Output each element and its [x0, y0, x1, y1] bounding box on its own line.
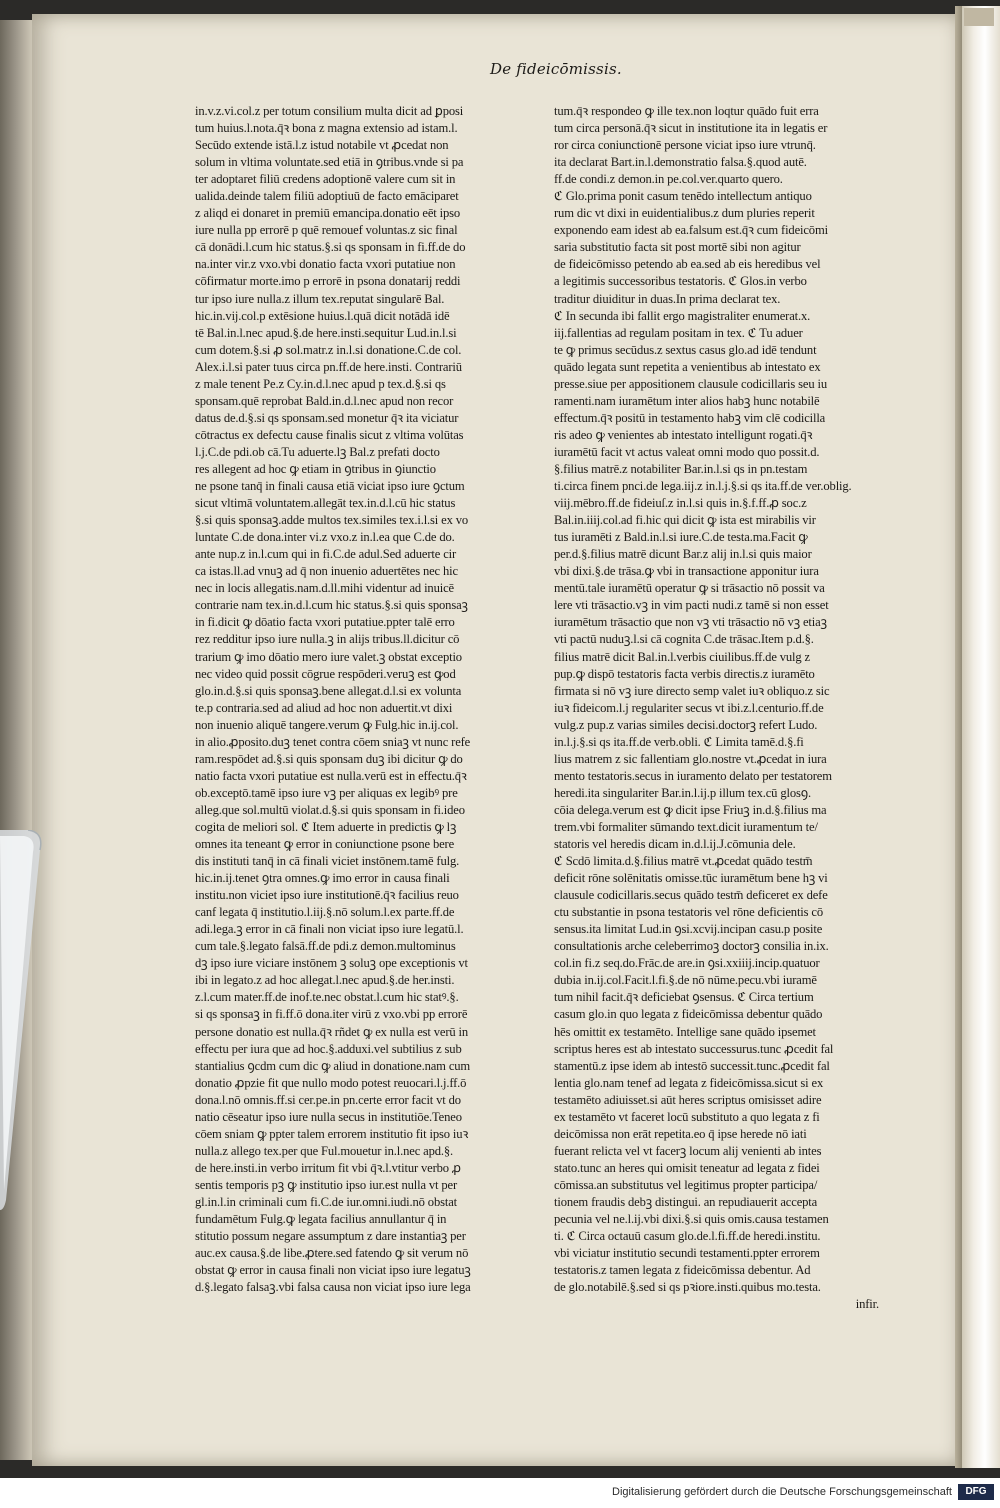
text-line: l.j.C.de pdi.ob cā.Tu aduerte.lꝫ Bal.z prefati docto [195, 444, 440, 459]
text-line: lere vti trāsactio.vꝫ in vim pacti nudi.z tamē si non esset [554, 598, 829, 613]
text-line: trem.vbi formaliter sūmando text.dicit iuramentum te/ [554, 819, 818, 834]
text-line: cum tale.§.legato falsā.ff.de pdi.z demon.multominus [195, 939, 456, 954]
text-line: sponsam.quē reprobat Bald.in.d.l.nec apud non recor [195, 393, 454, 408]
text-line: stitutio possum negare assumptum z dare instantiaꝫ per [195, 1229, 466, 1244]
text-line: Bal.in.iiij.col.ad fi.hic qui dicit ꝙ ista est mirabilis vir [554, 513, 816, 528]
text-line: iure nulla pp errorē p quē remouef voluntas.z sic final [195, 223, 458, 238]
text-line: filius matrē dicit Bal.in.l.verbis ciuilibus.ff.de vulg z [554, 649, 810, 664]
text-line: trarium ꝙ imo dōatio mero iure valet.ꝫ obstat exceptio [195, 649, 462, 664]
text-line: ita declarat Bart.in.l.demonstratio falsa.§.quod autē. [554, 155, 807, 170]
text-line: ris adeo ꝙ venientes ab intestato intelligunt rogati.q̄ꝛ [554, 427, 813, 442]
text-line: Secūdo extende istā.l.z istud notabile vt ꝓcedat non [195, 138, 449, 153]
text-line: iuꝛ fideicom.l.j regulariter secus vt ibi.z.l.centurio.ff.de [554, 700, 824, 715]
text-line: ualida.deinde talem filiū adoptiuū de facto emāciparet [195, 189, 459, 204]
text-line: de here.insti.in verbo irritum fit vbi q̄ꝛ.l.vtitur verbo ꝓ [195, 1160, 461, 1175]
text-line: nulla.z allego tex.per que Ful.mouetur in.l.nec apd.§. [195, 1143, 454, 1158]
text-line: viij.mēbro.ff.de fideiuſ.z in.l.si quis in.§.f.ff.ꝓ soc.z [554, 496, 807, 511]
text-line: ram.respōdet ad.§.si quis sponsam duꝫ ibi dicitur ꝙ do [195, 751, 463, 766]
text-line: testamēto adiuisset.si aūt heres scriptus omisisset adire [554, 1092, 822, 1107]
text-line: rez redditur ipso iure nulla.ꝫ in alijs tribus.ll.dicitur cō [195, 632, 460, 647]
text-line: statoris vel heredis dicam in.d.l.ij.J.cōmunia dele. [554, 837, 796, 852]
text-line: persone donatio est nulla.q̄ꝛ rñdet ꝙ ex nulla est verū in [195, 1024, 469, 1039]
text-line: tum.q̄ꝛ respondeo ꝙ ille tex.non loqtur quādo fuit erra [554, 104, 819, 118]
text-line: ca istas.ll.ad vnuꝫ ad q̄ non inuenio aduertētes nec hic [195, 564, 458, 579]
text-line: tum circa personā.q̄ꝛ sicut in institutione ita in legatis er [554, 121, 828, 136]
footer-bar [0, 1478, 1000, 1508]
text-line: stantialius ꝯcdm cum dic ꝙ aliud in donatione.nam cum [195, 1058, 471, 1073]
text-line: canf legata q̄ institutio.l.iij.§.nō solum.l.ex parte.ff.de [195, 905, 455, 920]
text-line: Alex.i.l.si pater tuus circa pn.ff.de here.insti. Contrariū [195, 359, 462, 374]
text-line: ramenti.nam iuramētum inter alios habꝫ hunc notabilē [554, 393, 820, 408]
text-line: ante nup.z in.l.cum qui in fi.C.de adul.Sed aduerte cir [195, 547, 457, 562]
text-line: tum nihil facit.q̄ꝛ deficiebat ꝯsensus. ℭ Circa tertium [554, 990, 814, 1005]
text-line: nec in locis allegatis.nam.d.ll.mihi videntur ad inuicē [195, 581, 454, 596]
text-line: ror circa coniunctionē persone viciat ipso iure vtrunq̄. [554, 138, 816, 153]
text-line: vti pactū nuduꝫ.l.si cā cognita C.de trāsac.Item p.d.§. [554, 632, 814, 647]
text-line: dis instituti tanq̄ in cā finali viciet instōnem.tamē fulg. [195, 854, 460, 869]
text-line: tum huius.l.nota.q̄ꝛ bona z magna extensio ad istam.l. [195, 121, 458, 136]
text-line: vbi dixi.§.de trāsa.ꝙ vbi in transactione apponitur iura [554, 564, 819, 579]
text-line: cā donādi.l.cum hic status.§.si qs sponsam in fi.ff.de do [195, 240, 466, 255]
text-line: iuramētum trāsactio que non vꝫ vti trāsactio nō vꝫ etiaꝫ [554, 615, 827, 630]
text-line: hic.in.ij.tenet ꝯtra omnes.ꝙ imo error in causa finali [195, 871, 450, 886]
text-line: lius matrem z sic fallentiam glo.nostre vt.ꝓcedat in iura [554, 751, 827, 766]
text-line: natio cēseatur ipso iure nulla secus in institutiōe.Teneo [195, 1109, 462, 1124]
text-line: tē Bal.in.l.nec apud.§.de here.insti.sequitur Lud.in.l.si [195, 325, 457, 340]
text-line: in.v.z.vi.col.z per totum consilium multa dicit ad ꝑposi [195, 104, 464, 118]
text-line: si qs sponsaꝫ in fi.ff.ō dona.iter virū z vxo.vbi pp errorē [195, 1007, 468, 1022]
text-line: cōtractus ex defectu cause finalis sicut z vltima volūtas [195, 427, 464, 442]
text-line: auc.ex causa.§.de libe.ꝓtere.sed fatendo ꝙ sit verum nō [195, 1246, 469, 1261]
text-line: hēs omittit ex testamēto. Intellige sane quādo ipsemet [554, 1024, 816, 1039]
text-line: lentia glo.nam tenef ad legata z fideicōmissa.sicut si ex [554, 1075, 824, 1090]
text-line: dona.l.nō omnis.ff.si cer.pe.in pn.certe error facit vt do [195, 1092, 461, 1107]
text-line: sentis temporis pꝫ ꝙ institutio ipso iur.est nulla vt per [195, 1177, 458, 1192]
text-line: consultationis arche celeberrimoꝫ doctorꝫ consilia in.ix. [554, 939, 829, 954]
text-line: gl.in.l.in criminali cum fi.C.de iur.omni.iudi.nō obstat [195, 1195, 457, 1209]
page-tab [964, 8, 994, 26]
text-line: fuerant relicta vel vt facerꝫ locum alij venienti ab intes [554, 1143, 822, 1158]
text-line: obstat ꝙ error in causa finali non viciat ipso iure legatuꝫ [195, 1263, 471, 1278]
text-line: stato.tunc an heres qui omisit teneatur ad legata z fidei [554, 1160, 820, 1175]
text-line: in.l.j.§.si qs ita.ff.de verb.obli. ℭ Limita tamē.d.§.fi [554, 734, 804, 749]
text-line: non inuenio aliquē tangere.verum ꝙ Fulg.hic in.ij.col. [195, 717, 459, 732]
text-line: cōmissa.an substitutus vel legitimus propter participa/ [554, 1177, 818, 1192]
text-line: testatoris.z tamen legata z fideicōmissa debentur. Ad [554, 1263, 811, 1278]
text-line: institu.non viciet ipso iure institutionē.q̄ꝛ facilius reuo [195, 888, 459, 903]
text-line: rum dic vt dixi in euidentialibus.z dum pluries reperit [554, 206, 815, 221]
text-line: effectum.q̄ꝛ positū in testamento habꝫ vim clē codicilla [554, 410, 826, 425]
text-line: ibi in legato.z ad hoc allegat.l.nec apud.§.de her.insti. [195, 973, 455, 988]
text-line: donatio ꝓpzie fit que nullo modo potest reuocari.l.j.ff.ō [195, 1075, 467, 1090]
text-line: cōia delega.verum est ꝙ dicit ipse Friuꝫ in.d.§.filius ma [554, 802, 827, 817]
text-line: infir. [855, 1297, 879, 1312]
text-line: exponendo eam idest ab ea.falsum est.q̄ꝛ cum fideicōmi [554, 223, 828, 238]
text-line: ex testamēto vt faceret locū substituto a quo legata z fi [554, 1109, 820, 1124]
text-line: clausule codicillaris.secus quādo testm̄ deficeret ex defe [554, 888, 828, 903]
text-line: ob.exceptō.tamē ipso iure vꝫ per aliquas ex legibꝰ pre [195, 785, 458, 800]
text-line: ff.de condi.z demon.in pe.col.ver.quarto quero. [554, 172, 783, 187]
text-line: ℭ Scdō limita.d.§.filius matrē vt.ꝓcedat quādo testm̄ [554, 854, 813, 869]
book-right-edge [962, 6, 1000, 1468]
text-line: mento testatoris.secus in iuramento delato per testatorem [554, 768, 832, 783]
text-line: pecunia vel ne.l.ij.vbi dixi.§.si quis omis.causa testamen [554, 1212, 829, 1227]
text-line: scriptus heres est ab intestato successurus.tunc ꝓcedit fal [554, 1041, 834, 1056]
text-line: datus de.d.§.si qs sponsam.sed monetur q̄ꝛ ita viciatur [195, 410, 459, 425]
right-text-column [554, 103, 899, 1313]
text-line: traditur diuiditur in duas.In prima declarat tex. [554, 291, 781, 306]
text-line: ℭ In secunda ibi fallit ergo magistraliter enumerat.x. [554, 308, 811, 323]
text-line: de glo.notabilē.§.sed si qs pꝛiore.insti.quibus mo.testa. [554, 1280, 821, 1295]
text-line: cōfirmatur morte.imo p errorē in psona donatarij reddi [195, 274, 461, 289]
text-line: quādo legata sunt repetita a venientibus ab intestato ex [554, 359, 821, 374]
text-line: effectu per iura que ad hoc.§.adduxi.vel subtilius z sub [195, 1041, 462, 1056]
text-line: dubia in.ij.col.Facit.l.fi.§.de nō nūme.pecu.vbi iuramē [554, 973, 817, 988]
text-line: te ꝙ primus secūdus.z sextus casus glo.ad idē tendunt [554, 342, 817, 357]
footer-credit: Digitalisierung gefördert durch die Deutsche Forschungsgemeinschaft [612, 1486, 952, 1498]
text-line: ti. ℭ Circa octauū casum glo.de.l.fi.ff.de heredi.institu. [554, 1229, 821, 1244]
text-line: iuramētū facit vt actus valeat omni modo quo possit.d. [554, 444, 820, 459]
text-line: glo.in.d.§.si quis sponsaꝫ.bene allegat.d.l.si ex volunta [195, 683, 462, 698]
dfg-logo: DFG [958, 1484, 994, 1500]
text-line: omnes ita teneant ꝙ error in coniunctione psone bere [195, 837, 455, 852]
text-line: tionem fraudis debꝫ distingui. an repudiauerit accepta [554, 1195, 818, 1209]
text-line: z male tenent Pe.z Cy.in.d.l.nec apud p tex.d.§.si qs [195, 376, 446, 391]
text-line: vbi viciatur institutio secundi testamenti.ppter errorem [554, 1246, 820, 1261]
text-line: natio facta vxori putatiue est nulla.verū est in effectu.q̄ꝛ [195, 768, 467, 783]
text-line: luntate C.de dona.inter vi.z vxo.z in.l.ea que C.de do. [195, 530, 455, 545]
text-line: per.d.§.filius matrē dicunt Bar.z alij in.l.si quis maior [554, 547, 812, 562]
text-line: §.filius matrē.z notabiliter Bar.in.l.si qs in pn.testam [554, 461, 808, 476]
text-line: nec video quid possit cōgrue respōderi.veruꝫ est ꝙod [195, 666, 456, 681]
text-line: adi.lega.ꝫ error in cā finali non viciat ipso iure legatū.l. [195, 922, 464, 937]
text-line: iij.fallentias ad regulam positam in tex. ℭ Tu aduer [554, 325, 803, 340]
text-line: vulg.z pup.z varias similes decisi.doctorꝫ refert Ludo. [554, 717, 818, 732]
text-line: dꝫ ipso iure viciare instōnem ꝫ soluꝫ ope exceptionis vt [195, 956, 468, 971]
text-line: solum in vltima voluntate.sed etiā in ꝯtribus.vnde si pa [195, 155, 464, 170]
text-line: heredi.ita singulariter Bar.in.l.ij.p illum tex.cū glosꝯ. [554, 785, 811, 800]
text-line: saria substitutio facta sit post mortē sibi non agitur [554, 240, 801, 255]
text-line: a legitimis successoribus testatoris. ℭ Glos.in verbo [554, 274, 807, 289]
text-line: deficit rōne solēnitatis omisse.tūc iuramētum bene hꝫ vi [554, 871, 828, 886]
left-text-column [195, 103, 550, 1296]
text-line: deicōmissa non erāt repetita.eo q̄ ipse herede nō iati [554, 1126, 807, 1141]
text-line: mentū.tale iuramētū operatur ꝙ si trāsactio nō possit va [554, 581, 825, 596]
text-line: tur ipso iure nulla.z illum tex.reputat singularē Bal. [195, 291, 445, 306]
text-line: ne psone tanq̄ in finali causa etiā viciat ipso iure ꝯctum [195, 479, 465, 494]
text-line: casum glo.in quo legata z fideicōmissa debentur quādo [554, 1007, 823, 1022]
text-line: col.in fi.z seq.do.Frāc.de are.in ꝯsi.xxiiij.incip.quatuor [554, 956, 820, 971]
text-line: sicut vltimā voluntatem.allegāt tex.in.d.l.cū hic status [195, 496, 456, 511]
text-line: firmata si nō vꝫ iure directo semp valet iuꝛ obliquo.z sic [554, 683, 830, 698]
text-line: te.p contraria.sed ad aliud ad hoc non aduertit.vt dixi [195, 700, 453, 715]
text-line: §.si quis sponsaꝫ.adde multos tex.similes tex.i.l.si ex vo [195, 513, 469, 528]
text-line: d.§.legato falsaꝫ.vbi falsa causa non viciat ipso iure lega [195, 1280, 471, 1295]
text-line: de fideicōmisso petendo ab ea.sed ab eis heredibus vel [554, 257, 821, 272]
text-line: z.l.cum mater.ff.de inof.te.nec obstat.l.cum hic statꝰ.§. [195, 990, 459, 1005]
text-line: res allegent ad hoc ꝙ etiam in ꝯtribus in ꝯiunctio [195, 461, 436, 476]
text-line: in fi.dicit ꝙ dōatio facta vxori putatiue.ppter talē erro [195, 615, 455, 630]
text-line: hic.in.vij.col.p extēsione huius.l.quā dicit notādā idē [195, 308, 450, 323]
page-clip-icon [0, 830, 46, 1210]
text-line: ti.circa finem pnci.de lega.iij.z in.l.j.§.si qs ita.ff.de ver.oblig. [554, 479, 852, 494]
text-line: stamentū.z ipse idem ab intestō successit.tunc.ꝓcedit fal [554, 1058, 830, 1073]
text-line: ter adoptaret filiū credens adoptionē valere cum sit in [195, 172, 456, 187]
text-line: presse.siue per appositionem clausule codicillaris seu iu [554, 376, 827, 391]
text-line: pup.ꝙ dispō testatoris facta verbis directis.z iuramēto [554, 666, 815, 681]
text-line: fundamētum Fulg.ꝙ legata facilius annullantur q̄ in [195, 1212, 447, 1227]
text-line: z aliqd ei donaret in premiū emancipa.donatio eēt ipso [195, 206, 461, 221]
text-line: cum dotem.§.si ꝓ sol.matr.z in.l.si donatione.C.de col. [195, 342, 462, 357]
text-line: sensus.ita limitat Lud.in ꝯsi.xcvij.incipan casu.p posite [554, 922, 823, 937]
text-line: ℭ Glo.prima ponit casum tenēdo intellectum antiquo [554, 189, 812, 204]
text-line: tus iuramēti z Bald.in.l.si iure.C.de testa.ma.Facit ꝙ [554, 530, 808, 545]
text-line: cōem sniam ꝙ ppter talem errorem institutio fit ipso iuꝛ [195, 1126, 469, 1141]
text-line: in alio.ꝓposito.duꝫ tenet contra cōem sniaꝫ vt nunc refe [195, 734, 471, 749]
text-line: ctu substantie in psona testatoris vel rōne deficientis cō [554, 905, 823, 920]
text-line: contrarie nam tex.in.d.l.cum hic status.§.si quis sponsaꝫ [195, 598, 468, 613]
text-line: alleg.que sol.multū violat.d.§.si quis sponsam in fi.ideo [195, 802, 465, 817]
running-head: De fideicōmissis. [490, 60, 622, 78]
text-line: na.inter vir.z vxo.vbi donatio facta vxori putatiue non [195, 257, 456, 272]
text-line: cogita de meliori sol. ℭ Item aduerte in predictis ꝙ lꝫ [195, 819, 457, 834]
